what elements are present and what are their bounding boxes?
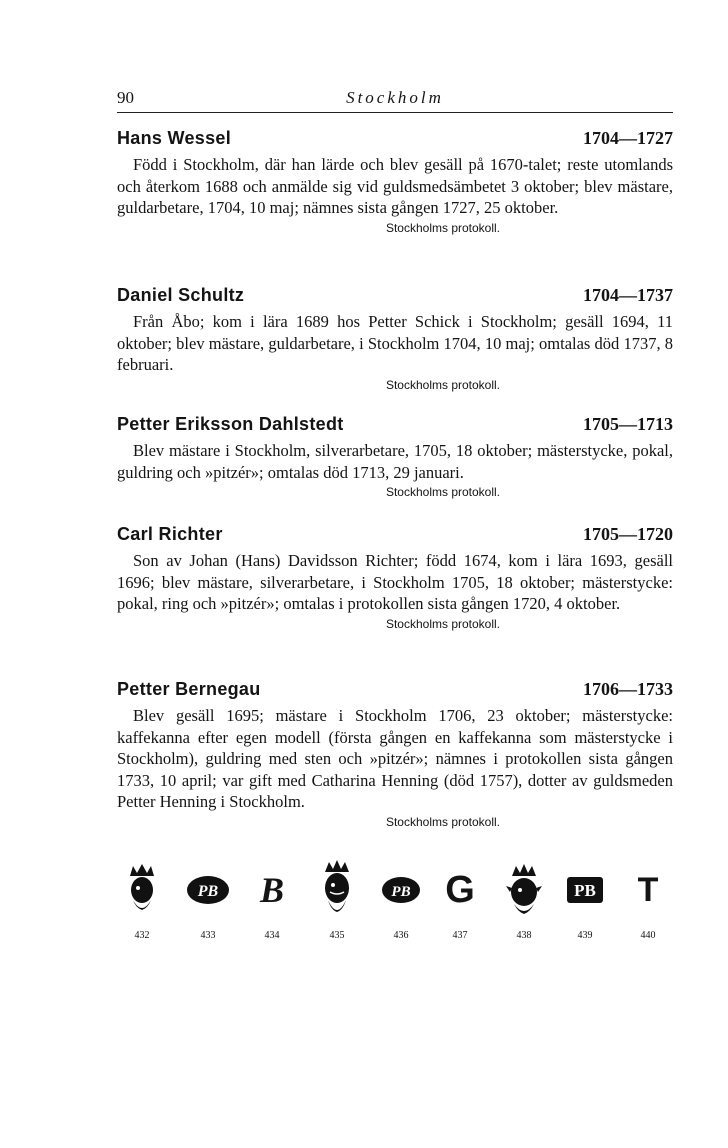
entry-body: Född i Stockholm, där han lärde och blev gesäll på 1670-talet; reste utomlands och återkom 1688 och anmälde sig vid guldsmedsämbetet 3 oktober; blev mästare, guldarbetare, 1704, 10 maj; nämnes sista gången 1727, 25 oktober. [117,155,673,217]
entry-source: Stockholms protokoll. [385,220,501,235]
entry-body: Från Åbo; kom i lära 1689 hos Petter Schick i Stockholm; gesäll 1694, 11 oktober; blev mästare, guldarbetare, i Stockholm 1704, 10 maj; omtalas död 1737, 8 februari. [117,312,673,374]
hallmark-letter: G [445,868,475,911]
hallmark-433 [183,862,233,952]
entry-source: Stockholms protokoll. [385,616,501,631]
hallmark-432 [117,862,167,952]
entry-source: Stockholms protokoll. [385,377,501,392]
entry-name: Carl Richter [117,524,223,544]
entry-years: 1705—1713 [583,414,673,434]
entry-years: 1706—1733 [583,679,673,699]
hallmark-number: 437 [452,930,468,941]
g-hallmark-icon [435,862,485,918]
hallmark-434 [247,862,297,952]
hallmark-number: 440 [640,930,656,941]
entry-petter-bernegau [117,679,673,829]
entry-header [117,128,673,154]
entry-header [117,414,673,440]
hallmark-437 [435,862,485,952]
entry-name: Petter Eriksson Dahlstedt [117,414,344,434]
script-b-hallmark-icon [247,862,297,918]
entry-name: Petter Bernegau [117,679,261,699]
hallmark-letters: PB [197,883,219,900]
entry-carl-richter [117,524,673,631]
entry-header [117,524,673,550]
hallmark-440 [623,862,673,952]
entry-header [117,679,673,705]
hallmark-435 [312,862,362,952]
pb-oval-hallmark-icon [183,862,233,918]
crowned-head-hallmark-icon [312,862,362,918]
hallmark-number: 438 [516,930,532,941]
hallmark-number: 432 [134,930,150,941]
hallmark-number: 435 [329,930,345,941]
entry-name: Daniel Schultz [117,285,245,305]
hallmark-number: 436 [393,930,409,941]
entry-petter-eriksson-dahlstedt [117,414,673,499]
running-title: Stockholm [346,88,444,107]
entry-name: Hans Wessel [117,128,232,148]
hallmark-436 [376,862,426,952]
entry-hans-wessel [117,128,673,235]
hallmark-438 [499,862,549,952]
t-hallmark-icon [623,862,673,918]
entry-source: Stockholms protokoll. [385,485,501,499]
hallmark-number: 434 [264,930,280,941]
hallmark-letter: T [637,870,659,909]
entry-years: 1704—1737 [583,285,673,305]
hallmark-number: 439 [577,930,593,941]
hallmark-number: 433 [200,930,216,941]
running-head [117,86,673,112]
crowned-head-hallmark-icon [117,862,167,918]
pb-rect-hallmark-icon [560,862,610,918]
hallmark-439 [560,862,610,952]
crowned-head-hallmark-icon [499,862,549,918]
entry-source: Stockholms protokoll. [385,814,501,829]
entry-header [117,285,673,311]
hallmark-letters: PB [391,884,411,900]
entry-years: 1705—1720 [583,524,673,544]
pb-oval-hallmark-icon [376,862,426,918]
entry-body: Blev mästare i Stockholm, silverarbetare, 1705, 18 oktober; mästerstycke, pokal, guldring och »pitzér»; omtalas död 1713, 29 januari. [117,441,673,482]
header-rule [117,112,673,113]
entry-body: Son av Johan (Hans) Davidsson Richter; född 1674, kom i lära 1693, gesäll 1696; blev mästare, silverarbetare, i Stockholm 1705, 18 oktober; mästerstycke: pokal, ring och »pitzér»; omtalas i protokollen sista gången 1720, 4 oktober. [117,551,673,613]
hallmarks-row [117,862,673,952]
entry-body: Blev gesäll 1695; mästare i Stockholm 1706, 23 oktober; mästerstycke: kaffekanna efter egen modell (första gången en kaffekanna som mästerstycke i Stockholm), guldring med sten och »pitzér»; nämnes i protokollen sista gången 1733, 10 april; var gift med Catharina Henning (död 1757), dotter av guldsmeden Petter Henning i Stockholm. [117,706,673,811]
entry-daniel-schultz [117,285,673,392]
hallmark-letters: PB [574,881,596,900]
page-number: 90 [117,88,134,107]
entry-years: 1704—1727 [583,128,673,148]
hallmark-letter: B [259,870,284,910]
